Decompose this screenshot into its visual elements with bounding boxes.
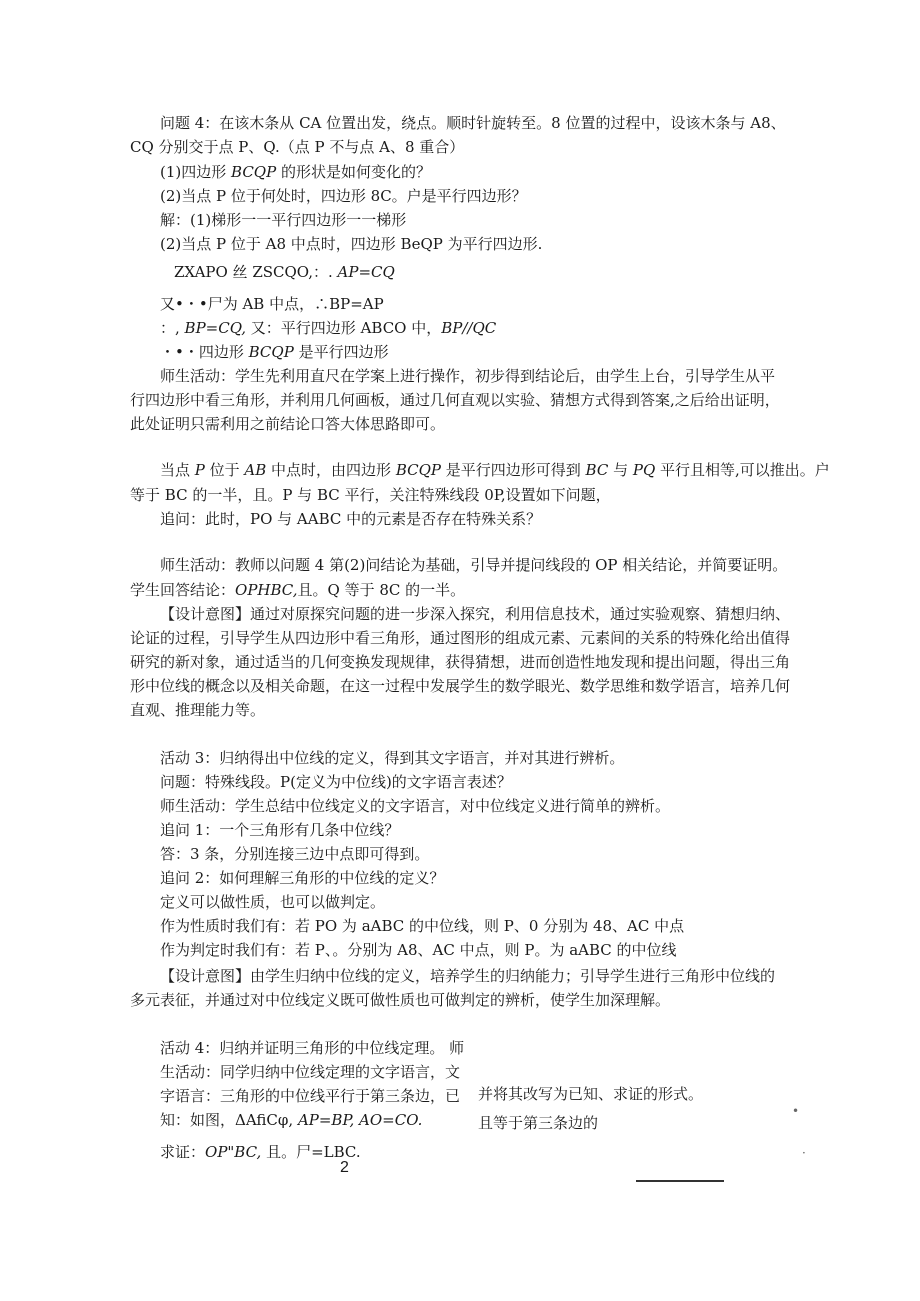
design-intent-line2: 论证的过程，引导学生从四边形中看三角形，通过图形的组成元素、元素间的关系的特殊化给出值得 [130,629,791,647]
activity3-teacher: 师生活动：学生总结中位线定义的文字语言，对中位线定义进行简单的辨析。 [160,797,671,815]
design-intent2-line2: 多元表征，并通过对中位线定义既可做性质也可做判定的辨析，使学生加深理解。 [130,991,671,1009]
answer-1: 答：3 条，分别连接三边中点即可得到。 [160,845,430,863]
activity-line3: 此处证明只需利用之前结论口答大体思路即可。 [130,415,446,433]
figure-line [636,1180,724,1182]
to-prove-line: 求证：OP"BC, 且。尸=LBC. [160,1143,361,1161]
question-1: (1)四边形 BCQP 的形状是如何变化的？ [160,163,431,181]
followup-2: 追问 2：如何理解三角形的中位线的定义？ [160,869,445,887]
as-criterion: 作为判定时我们有：若 P、。分别为 A8、AC 中点，则 P。为 aABC 的中位线 [160,941,677,959]
as-property: 作为性质时我们有：若 PO 为 aABC 的中位线，则 P、0 分别为 48、AC 中点 [160,917,685,935]
problem4-line2: CQ 分别交于点 P、Q.（点 P 不与点 A、8 重合） [130,138,465,156]
solution-line1: 解：(1)梯形一一平行四边形一一梯形 [160,211,407,229]
solution-line4: 又•・•尸为 AB 中点，∴BP=AP [160,295,384,313]
given-line: 知：如图，ΔAfiCφ, AP=BP, AO=CO. [160,1111,423,1129]
solution-line6: ・•・四边形 BCQP 是平行四边形 [160,343,389,361]
figure-dot-icon: · [802,1146,806,1160]
activity3-question: 问题：特殊线段。P(定义为中位线)的文字语言表述？ [160,773,512,791]
teacher-activity-line1: 师生活动：教师以问题 4 第(2)问结论为基础，引导并提问线段的 OP 相关结论，并简要证明。 [160,556,788,574]
activity4-right-line2: 且等于第三条边的 [478,1114,599,1132]
page-number: 2 [340,1159,349,1176]
activity4-line2: 生活动：同学归纳中位线定理的文字语言，文 [160,1063,461,1081]
design-intent2-line1: 【设计意图】由学生归纳中位线的定义，培养学生的归纳能力；引导学生进行三角形中位线的 [160,967,776,985]
design-intent-line3: 研究的新对象，通过适当的几何变换发现规律，获得猜想，进而创造性地发现和提出问题，得出三角 [130,653,791,671]
activity4-line3: 字语言：三角形的中位线平行于第三条边，已 [160,1087,461,1105]
definition-note: 定义可以做性质，也可以做判定。 [160,893,386,911]
solution-line2: (2)当点 P 位于 A8 中点时，四边形 BeQP 为平行四边形. [160,235,543,253]
solution-line3: ZXAPO 丝 ZSCQO,：. AP=CQ [174,263,395,281]
activity4-right-line1: 并将其改写为已知、求证的形式。 [478,1085,704,1103]
design-intent-line5: 直观、推理能力等。 [130,701,266,719]
followup-question: 追问：此时，PO 与 AABC 中的元素是否存在特殊关系？ [160,510,542,528]
figure-dot-icon: • [792,1104,800,1118]
student-answer: 学生回答结论：OPHBC,且。Q 等于 8C 的一半。 [130,581,466,599]
activity-line1: 师生活动：学生先利用直尺在学案上进行操作，初步得到结论后，由学生上台，引导学生从平 [160,367,776,385]
midpoint-line2: 等于 BC 的一半，且。P 与 BC 平行，关注特殊线段 0P,设置如下问题， [130,486,611,504]
problem4-line1: 问题 4：在该木条从 CA 位置出发，绕点。顺时针旋转至。8 位置的过程中，设该木条与 A8、 [160,114,786,132]
activity4-line1: 活动 4：归纳并证明三角形的中位线定理。 师 [160,1039,465,1057]
midpoint-line1: 当点 P 位于 AB 中点时，由四边形 BCQP 是平行四边形可得到 BC 与 PQ 平行且相等,可以推出。户 [160,461,830,479]
design-intent-line4: 形中位线的概念以及相关命题，在这一过程中发展学生的数学眼光、数学思维和数学语言，培养几何 [130,677,791,695]
activity-line2: 行四边形中看三角形，并利用几何画板，通过几何直观以实验、猜想方式得到答案,之后给出证明， [130,391,780,409]
activity3-title: 活动 3：归纳得出中位线的定义，得到其文字语言，并对其进行辨析。 [160,749,625,767]
design-intent-line1: 【设计意图】通过对原探究问题的进一步深入探究，利用信息技术，通过实验观察、猜想归纳、 [160,605,791,623]
solution-line5: ：, BP=CQ, 又：平行四边形 ABCO 中，BP//QC [160,319,497,337]
followup-1: 追问 1：一个三角形有几条中位线？ [160,821,400,839]
question-2: (2)当点 P 位于何处时，四边形 8C。户是平行四边形？ [160,187,527,205]
